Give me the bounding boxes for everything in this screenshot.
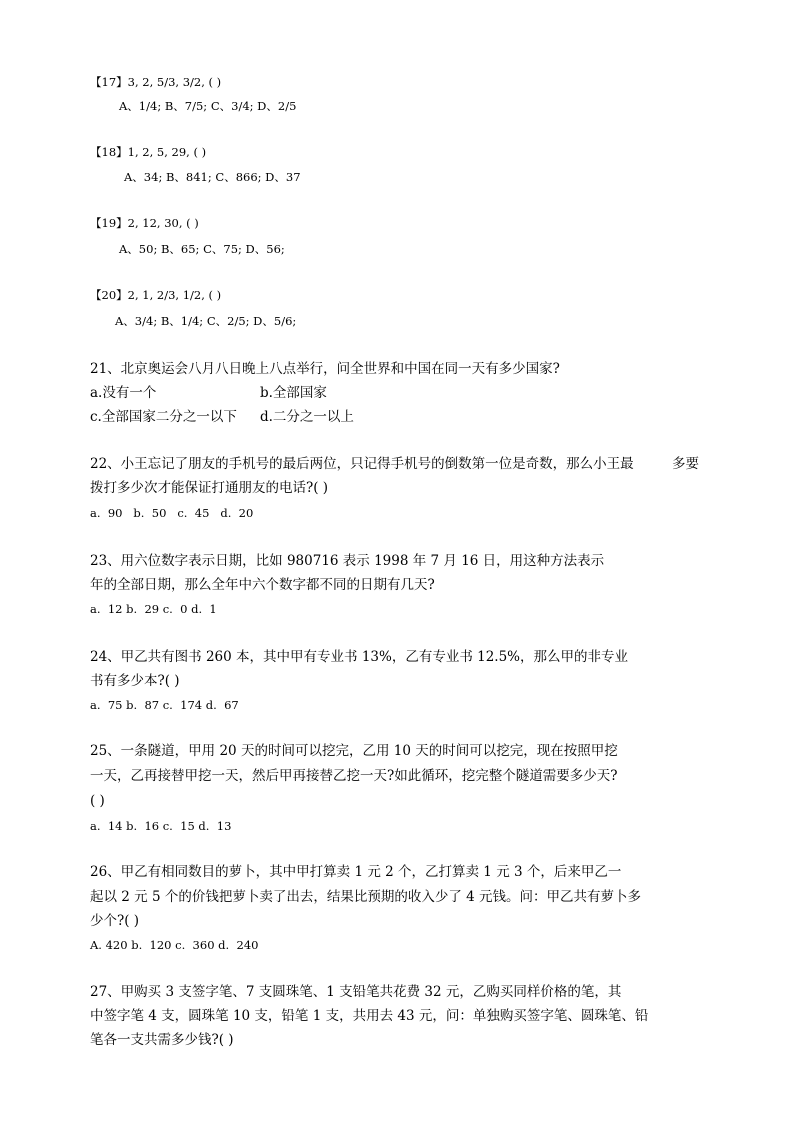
q26-line-1: 26、甲乙有相同数目的萝卜，其中甲打算卖 1 元 2 个，乙打算卖 1 元 3 个，后来甲乙一 xyxy=(90,864,622,880)
q21-option-a: a.没有一个 xyxy=(90,385,157,401)
q22-options: a. 90 b. 50 c. 45 d. 20 xyxy=(90,506,254,520)
q21-option-c: c.全部国家二分之一以下 xyxy=(90,409,237,425)
q25-line-3: ( ) xyxy=(90,793,105,809)
q27-line-1: 27、甲购买 3 支签字笔、7 支圆珠笔、1 支铅笔共花费 32 元，乙购买同样价格的笔，其 xyxy=(90,984,622,1000)
q17-options: A、1/4; B、7/5; C、3/4; D、2/5 xyxy=(119,99,297,113)
q18-question: 【18】1, 2, 5, 29, ( ) xyxy=(90,145,207,159)
q21-question: 21、北京奥运会八月八日晚上八点举行，问全世界和中国在同一天有多少国家? xyxy=(90,361,560,377)
q27-line-2: 中签字笔 4 支，圆珠笔 10 支，铅笔 1 支，共用去 43 元，问：单独购买签字笔、圆珠笔、铅 xyxy=(90,1008,649,1024)
q21-option-b: b.全部国家 xyxy=(260,385,327,401)
q26-line-3: 少个?( ) xyxy=(90,913,140,929)
q25-options: a. 14 b. 16 c. 15 d. 13 xyxy=(90,819,232,833)
q23-line-2: 年的全部日期，那么全年中六个数字都不同的日期有几天? xyxy=(90,577,435,593)
q24-options: a. 75 b. 87 c. 174 d. 67 xyxy=(90,698,239,712)
q22-line-2: 拨打多少次才能保证打通朋友的电话?( ) xyxy=(90,480,329,496)
q19-question: 【19】2, 12, 30, ( ) xyxy=(90,216,199,230)
q26-line-2: 起以 2 元 5 个的价钱把萝卜卖了出去，结果比预期的收入少了 4 元钱。问：甲乙共有萝卜多 xyxy=(90,889,642,905)
q24-line-2: 书有多少本?( ) xyxy=(90,673,180,689)
q25-line-1: 25、一条隧道，甲用 20 天的时间可以挖完，乙用 10 天的时间可以挖完，现在按照甲挖 xyxy=(90,743,618,759)
q25-line-2: 一天，乙再接替甲挖一天，然后甲再接替乙挖一天?如此循环，挖完整个隧道需要多少天? xyxy=(90,768,618,784)
q17-question: 【17】3, 2, 5/3, 3/2, ( ) xyxy=(90,75,222,89)
q18-options: A、34; B、841; C、866; D、37 xyxy=(124,170,301,184)
q26-options: A. 420 b. 120 c. 360 d. 240 xyxy=(90,938,259,952)
q22-line-1: 22、小王忘记了朋友的手机号的最后两位，只记得手机号的倒数第一位是奇数，那么小王最 xyxy=(90,456,634,472)
q27-line-3: 笔各一支共需多少钱?( ) xyxy=(90,1032,234,1048)
q20-question: 【20】2, 1, 2/3, 1/2, ( ) xyxy=(90,288,222,302)
q23-options: a. 12 b. 29 c. 0 d. 1 xyxy=(90,602,217,616)
q23-line-1: 23、用六位数字表示日期，比如 980716 表示 1998 年 7 月 16 日，用这种方法表示 xyxy=(90,553,605,569)
q24-line-1: 24、甲乙共有图书 260 本，其中甲有专业书 13%，乙有专业书 12.5%，那么甲的非专业 xyxy=(90,649,629,665)
q20-options: A、3/4; B、1/4; C、2/5; D、5/6; xyxy=(115,314,297,328)
q21-option-d: d.二分之一以上 xyxy=(260,409,354,425)
q22-line-1-end: 多要 xyxy=(672,456,699,472)
q19-options: A、50; B、65; C、75; D、56; xyxy=(119,242,285,256)
